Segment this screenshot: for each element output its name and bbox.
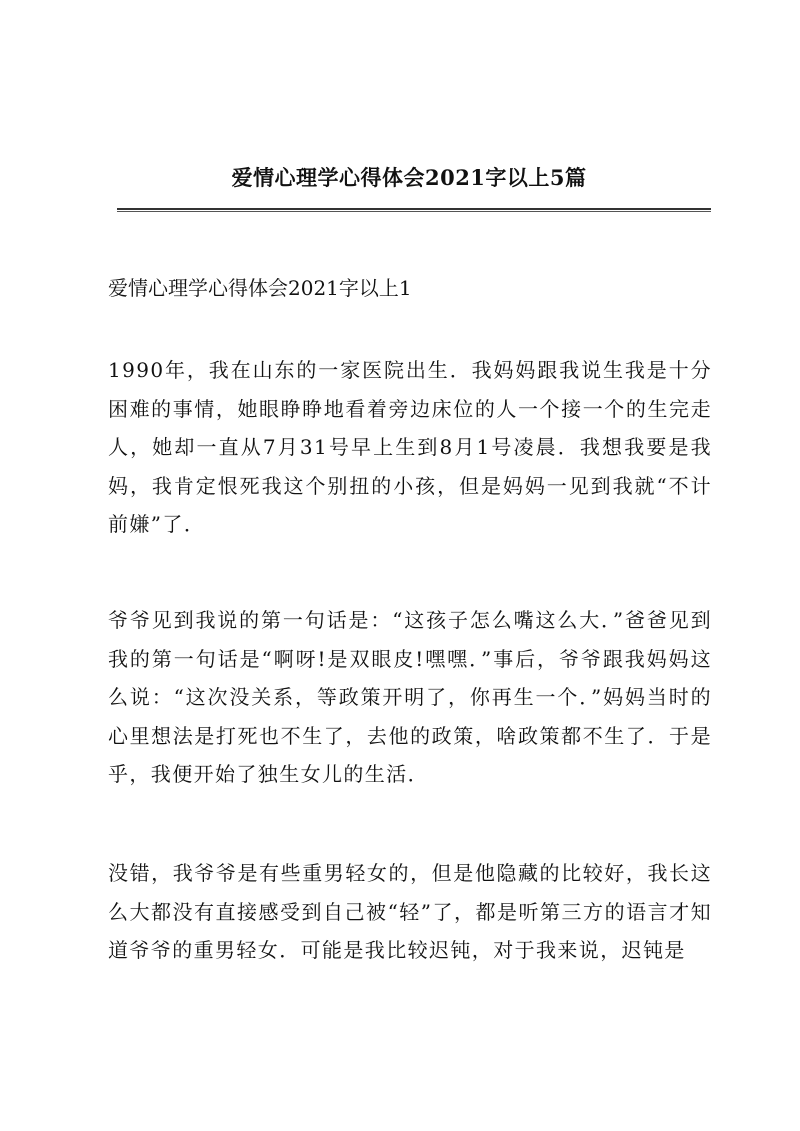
document-title: 爱情心理学心得体会2021字以上5篇 [231,165,587,190]
paragraph-2: 爷爷见到我说的第一句话是：“这孩子怎么嘴这么大．”爸爸见到我的第一句话是“啊呀!是双眼皮!嘿嘿．”事后，爷爷跟我妈妈这么说：“这次没关系，等政策开明了，你再生一个．”妈妈当时的心里想法是打死也不生了，去他的政策，啥政策都不生了．于是乎，我便开始了独生女儿的生活． [108,608,712,786]
title-divider [117,208,711,212]
paragraph-1: 1990年，我在山东的一家医院出生．我妈妈跟我说生我是十分困难的事情，她眼睁睁地看着旁边床位的人一个接一个的生完走人，她却一直从7月31号早上生到8月1号凌晨．我想我要是我妈，我肯定恨死我这个别扭的小孩，但是妈妈一见到我就“不计前嫌”了． [108,358,712,536]
section-heading: 爱情心理学心得体会2021字以上1 [108,276,412,300]
paragraph-3: 没错，我爷爷是有些重男轻女的，但是他隐藏的比较好，我长这么大都没有直接感受到自己被“轻”了，都是听第三方的语言才知道爷爷的重男轻女．可能是我比较迟钝，对于我来说，迟钝是 [108,861,712,962]
